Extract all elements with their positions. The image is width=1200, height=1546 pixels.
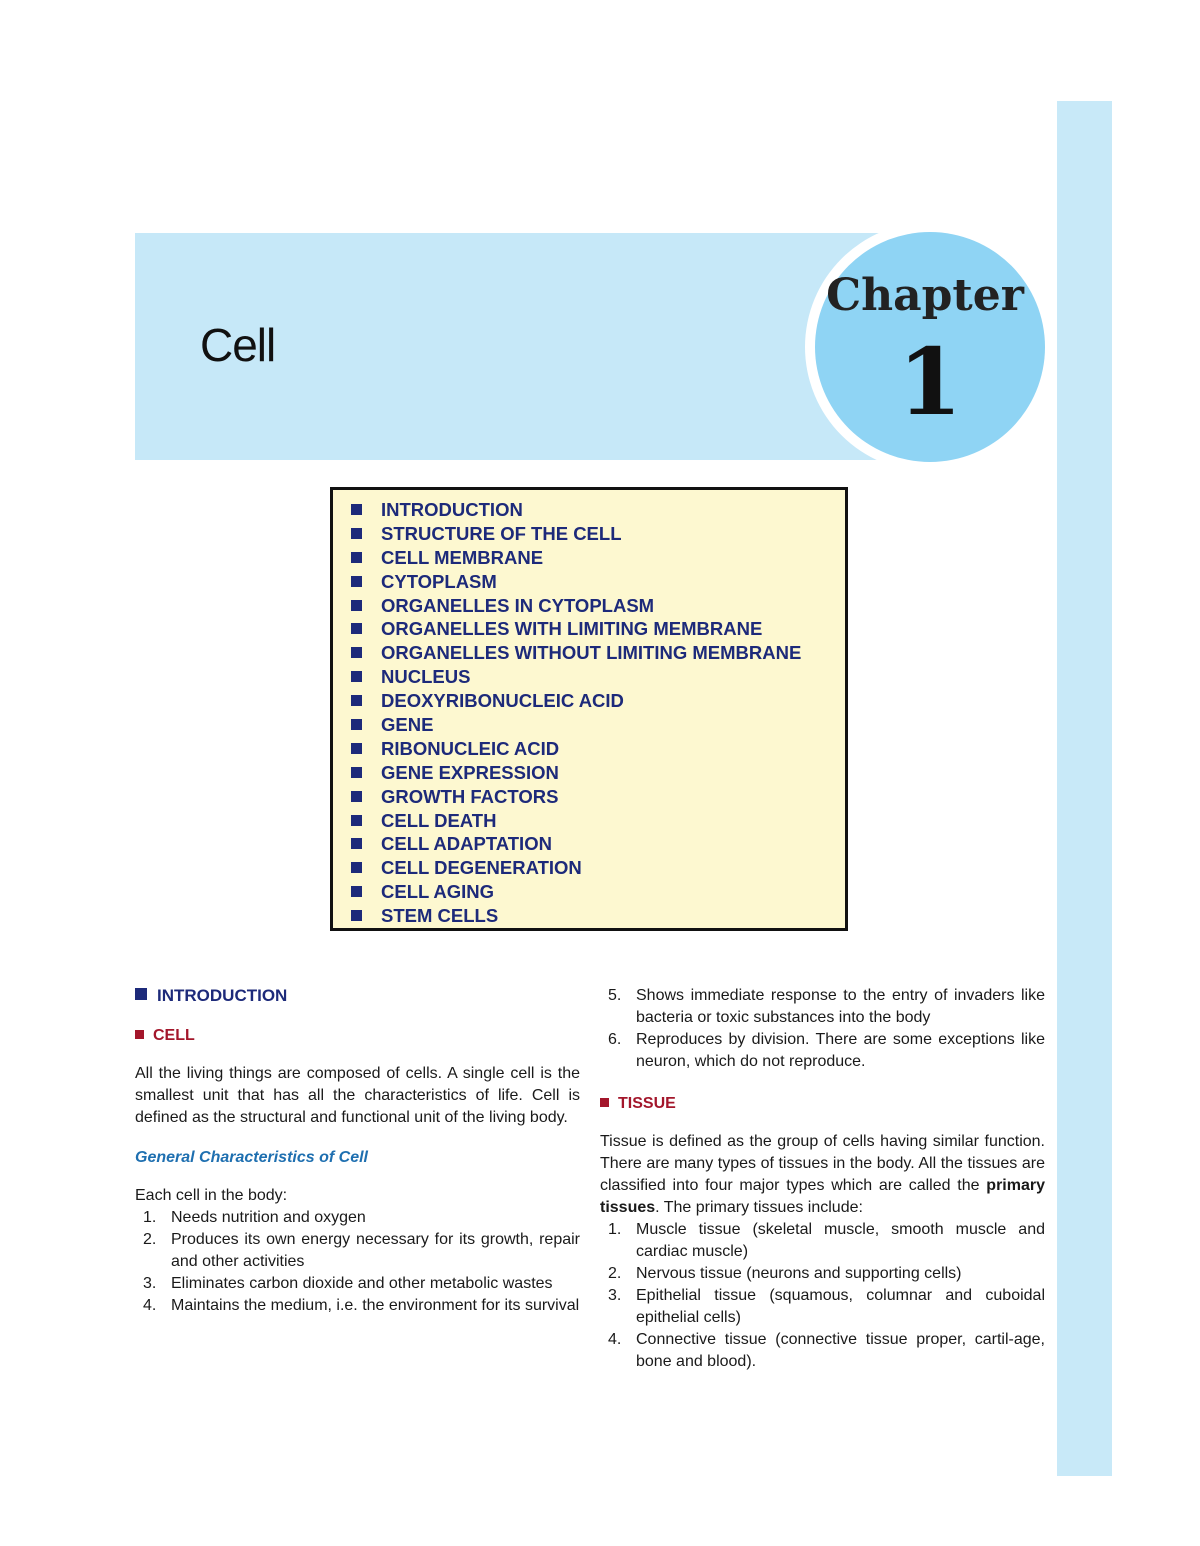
square-bullet-icon: [351, 767, 362, 778]
toc-item: GENE EXPRESSION: [351, 761, 845, 785]
general-characteristics-heading: General Characteristics of Cell: [135, 1149, 368, 1166]
square-bullet-icon: [600, 1098, 609, 1107]
toc-item: INTRODUCTION: [351, 498, 845, 522]
list-item: 5. Shows immediate response to the entry of invaders like bacteria or toxic substances into the body: [608, 987, 1045, 1026]
list-item: 3. Eliminates carbon dioxide and other metabolic wastes: [143, 1275, 553, 1292]
square-bullet-icon: [135, 1030, 144, 1039]
square-bullet-icon: [135, 988, 147, 1000]
square-bullet-icon: [351, 671, 362, 682]
list-item: 4. Connective tissue (connective tissue proper, cartil-age, bone and blood).: [608, 1331, 1045, 1370]
list-item: 6. Reproduces by division. There are some exceptions like neuron, which do not reproduce.: [608, 1031, 1045, 1070]
square-bullet-icon: [351, 743, 362, 754]
square-bullet-icon: [351, 576, 362, 587]
section-heading-introduction: INTRODUCTION: [135, 985, 580, 1007]
chapter-title: Cell: [200, 319, 276, 371]
toc-item: ORGANELLES IN CYTOPLASM: [351, 594, 845, 618]
toc-item: NUCLEUS: [351, 665, 845, 689]
list-item: 1. Muscle tissue (skeletal muscle, smooth muscle and cardiac muscle): [608, 1221, 1045, 1260]
square-bullet-icon: [351, 719, 362, 730]
each-cell-intro: Each cell in the body:: [135, 1187, 288, 1204]
toc-item: ORGANELLES WITH LIMITING MEMBRANE: [351, 617, 845, 641]
list-item: 1. Needs nutrition and oxygen: [143, 1209, 366, 1226]
list-item: 4. Maintains the medium, i.e. the environment for its survival: [143, 1297, 580, 1314]
chapter-label: Chapter: [826, 270, 1024, 321]
square-bullet-icon: [351, 862, 362, 873]
square-bullet-icon: [351, 910, 362, 921]
tissue-paragraph: Tissue is defined as the group of cells having similar function. There are many types of tissues in the body. All the tissues are classified into four major types which are called the primary tissues. The primary tissues include:: [600, 1133, 1045, 1216]
toc-item: DEOXYRIBONUCLEIC ACID: [351, 689, 845, 713]
toc-item: RIBONUCLEIC ACID: [351, 737, 845, 761]
side-strip: [1057, 101, 1112, 1476]
toc-item: GENE: [351, 713, 845, 737]
toc-item: CELL MEMBRANE: [351, 546, 845, 570]
square-bullet-icon: [351, 695, 362, 706]
square-bullet-icon: [351, 528, 362, 539]
toc-item: CELL AGING: [351, 880, 845, 904]
square-bullet-icon: [351, 815, 362, 826]
toc-item: CELL DEGENERATION: [351, 856, 845, 880]
square-bullet-icon: [351, 600, 362, 611]
square-bullet-icon: [351, 504, 362, 515]
square-bullet-icon: [351, 791, 362, 802]
table-of-contents: [330, 487, 848, 931]
toc-item: CYTOPLASM: [351, 570, 845, 594]
subsection-heading-cell: CELL: [135, 1025, 580, 1047]
toc-item: CELL ADAPTATION: [351, 832, 845, 856]
toc-item: STEM CELLS: [351, 904, 845, 928]
toc-item: ORGANELLES WITHOUT LIMITING MEMBRANE: [351, 641, 845, 665]
right-column: [600, 985, 1045, 1373]
toc-item: STRUCTURE OF THE CELL: [351, 522, 845, 546]
toc-item: CELL DEATH: [351, 809, 845, 833]
characteristics-list-continued: [600, 985, 1045, 1073]
list-item: 2. Nervous tissue (neurons and supporting cells): [608, 1265, 962, 1282]
square-bullet-icon: [351, 552, 362, 563]
toc-item: GROWTH FACTORS: [351, 785, 845, 809]
square-bullet-icon: [351, 647, 362, 658]
list-item: 2. Produces its own energy necessary for its growth, repair and other activities: [143, 1231, 580, 1270]
left-column: [135, 985, 580, 1317]
cell-paragraph: All the living things are composed of cells. A single cell is the smallest unit that has all the characteristics of life. Cell is defined as the structural and functional unit of the living body.: [135, 1065, 580, 1126]
subsection-heading-tissue: TISSUE: [600, 1093, 1045, 1115]
characteristics-list: [135, 1207, 580, 1317]
square-bullet-icon: [351, 886, 362, 897]
square-bullet-icon: [351, 838, 362, 849]
square-bullet-icon: [351, 623, 362, 634]
tissue-list: [600, 1219, 1045, 1373]
list-item: 3. Epithelial tissue (squamous, columnar and cuboidal epithelial cells): [608, 1287, 1045, 1326]
chapter-number: 1: [897, 328, 962, 436]
